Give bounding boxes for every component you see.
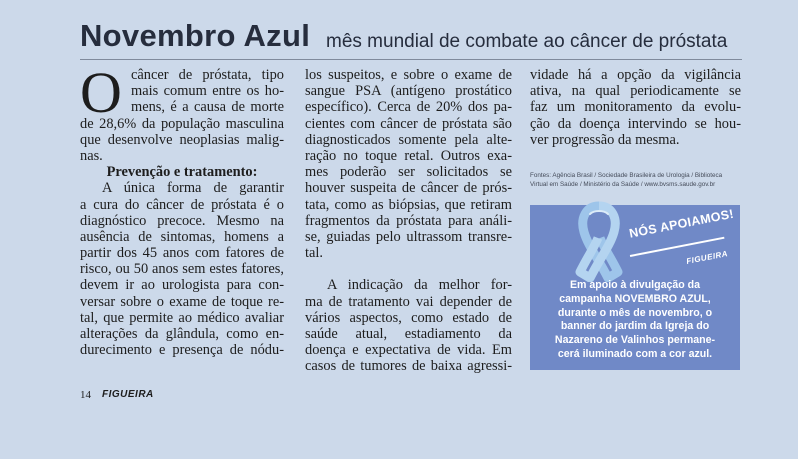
text-line: casos de tumores de baixa agressi-	[305, 358, 512, 375]
text-line: devem ir ao urologista para con-	[80, 277, 284, 294]
badge-title: NÓS APOIAMOS!	[628, 206, 735, 241]
article-column-2	[305, 67, 512, 375]
text-line: a cura do câncer de próstata é o	[80, 196, 284, 213]
article-column-3	[530, 67, 741, 148]
text-line: ausência de sintomas, homens a	[80, 228, 284, 245]
text-line: ativa, na qual periodicamente se	[530, 83, 741, 100]
text-line: tal.	[305, 245, 323, 262]
text-line: tal, que permite ao médico avaliar	[80, 309, 284, 326]
badge-brand: FIGUEIRA	[685, 249, 729, 266]
page-number: 14	[80, 389, 91, 401]
text-line: de 28,6% da população masculina	[80, 115, 284, 132]
support-line: Nazareno de Valinhos permane-	[554, 334, 716, 347]
text-line: durecimento e presença de nódu-	[80, 342, 284, 359]
support-line: cerá iluminado com a cor azul.	[557, 347, 713, 360]
text-line: ção da doença intervindo se hou-	[530, 115, 741, 132]
sources-line: Fontes: Agência Brasil / Sociedade Brasileira de Urologia / Biblioteca	[530, 172, 723, 179]
text-line: houver suspeita de câncer de prós-	[305, 180, 512, 197]
text-line: mais comum entre os ho-	[131, 83, 284, 100]
text-line: alterações da glândula, como en-	[80, 326, 284, 342]
drop-cap: O	[80, 60, 122, 125]
text-line: ma de tratamento vai depender de	[305, 293, 512, 310]
text-line: ração no toque retal. Outros exa-	[305, 147, 512, 164]
text-line: ver progressão da mesma.	[530, 131, 680, 148]
text-line: específico). Cerca de 20% dos pa-	[305, 99, 512, 116]
support-badge	[628, 206, 735, 269]
page-title: Novembro Azul	[80, 18, 311, 53]
text-line: saúde atual, estadiamento da	[305, 326, 512, 342]
text-line: vários aspectos, como estado de	[305, 309, 512, 326]
text-line: diagnosticados somente pela alte-	[305, 131, 512, 148]
text-line: cientes com câncer de próstata são	[305, 115, 512, 132]
support-line: durante o mês de novembro, o	[557, 306, 713, 319]
support-line: Em apoio à divulgação da	[569, 279, 701, 291]
sources-note	[530, 172, 741, 189]
text-line: mes poderão ser solicitados se	[305, 164, 512, 181]
text-line: câncer de próstata, tipo	[131, 67, 284, 83]
text-line: faz um monitoramento da evolu-	[530, 99, 741, 116]
text-line: vidade há a opção da vigilância	[530, 67, 741, 83]
text-line: A única forma de garantir	[102, 180, 284, 197]
page-subtitle: mês mundial de combate ao câncer de próstata	[326, 31, 728, 52]
support-message	[530, 279, 740, 362]
support-line: banner do jardim da Igreja do	[560, 320, 710, 333]
text-line: mens, é a causa de morte	[131, 99, 284, 116]
awareness-ribbon-icon	[564, 198, 634, 282]
article-column-1	[80, 67, 284, 358]
text-line: fragmentos da próstata para análi-	[305, 212, 512, 229]
text-line: sangue PSA (antígeno prostático	[305, 83, 512, 100]
text-line: risco, ou 50 anos sem estes fatores,	[80, 261, 284, 278]
title-divider	[80, 59, 742, 60]
footer-brand-logo: FIGUEIRA	[102, 389, 154, 400]
support-box	[530, 205, 740, 370]
text-line: los suspeitos, e sobre o exame de	[305, 67, 512, 83]
text-line: diagnóstico precoce. Mesmo na	[80, 212, 284, 229]
text-line: partir dos 45 anos com fatores de	[80, 245, 284, 262]
text-line: tata, como as biópsias, que retiram	[305, 196, 512, 213]
text-line: versar sobre o exame de toque re-	[80, 293, 284, 310]
text-line: nas.	[80, 147, 103, 164]
sources-line: Virtual em Saúde / Ministério da Saúde / www.bvsms.saude.gov.br	[530, 180, 716, 188]
text-line: A indicação da melhor for-	[327, 277, 512, 294]
support-line: campanha NOVEMBRO AZUL,	[559, 292, 711, 305]
paragraph-gap	[305, 261, 512, 277]
section-heading: Prevenção e tratamento:	[106, 164, 258, 181]
text-line: se, guiadas pelo ultrassom transre-	[305, 228, 512, 245]
text-line: que desenvolve neoplasias malig-	[80, 131, 284, 148]
text-line: doença e expectativa de vida. Em	[305, 342, 512, 359]
